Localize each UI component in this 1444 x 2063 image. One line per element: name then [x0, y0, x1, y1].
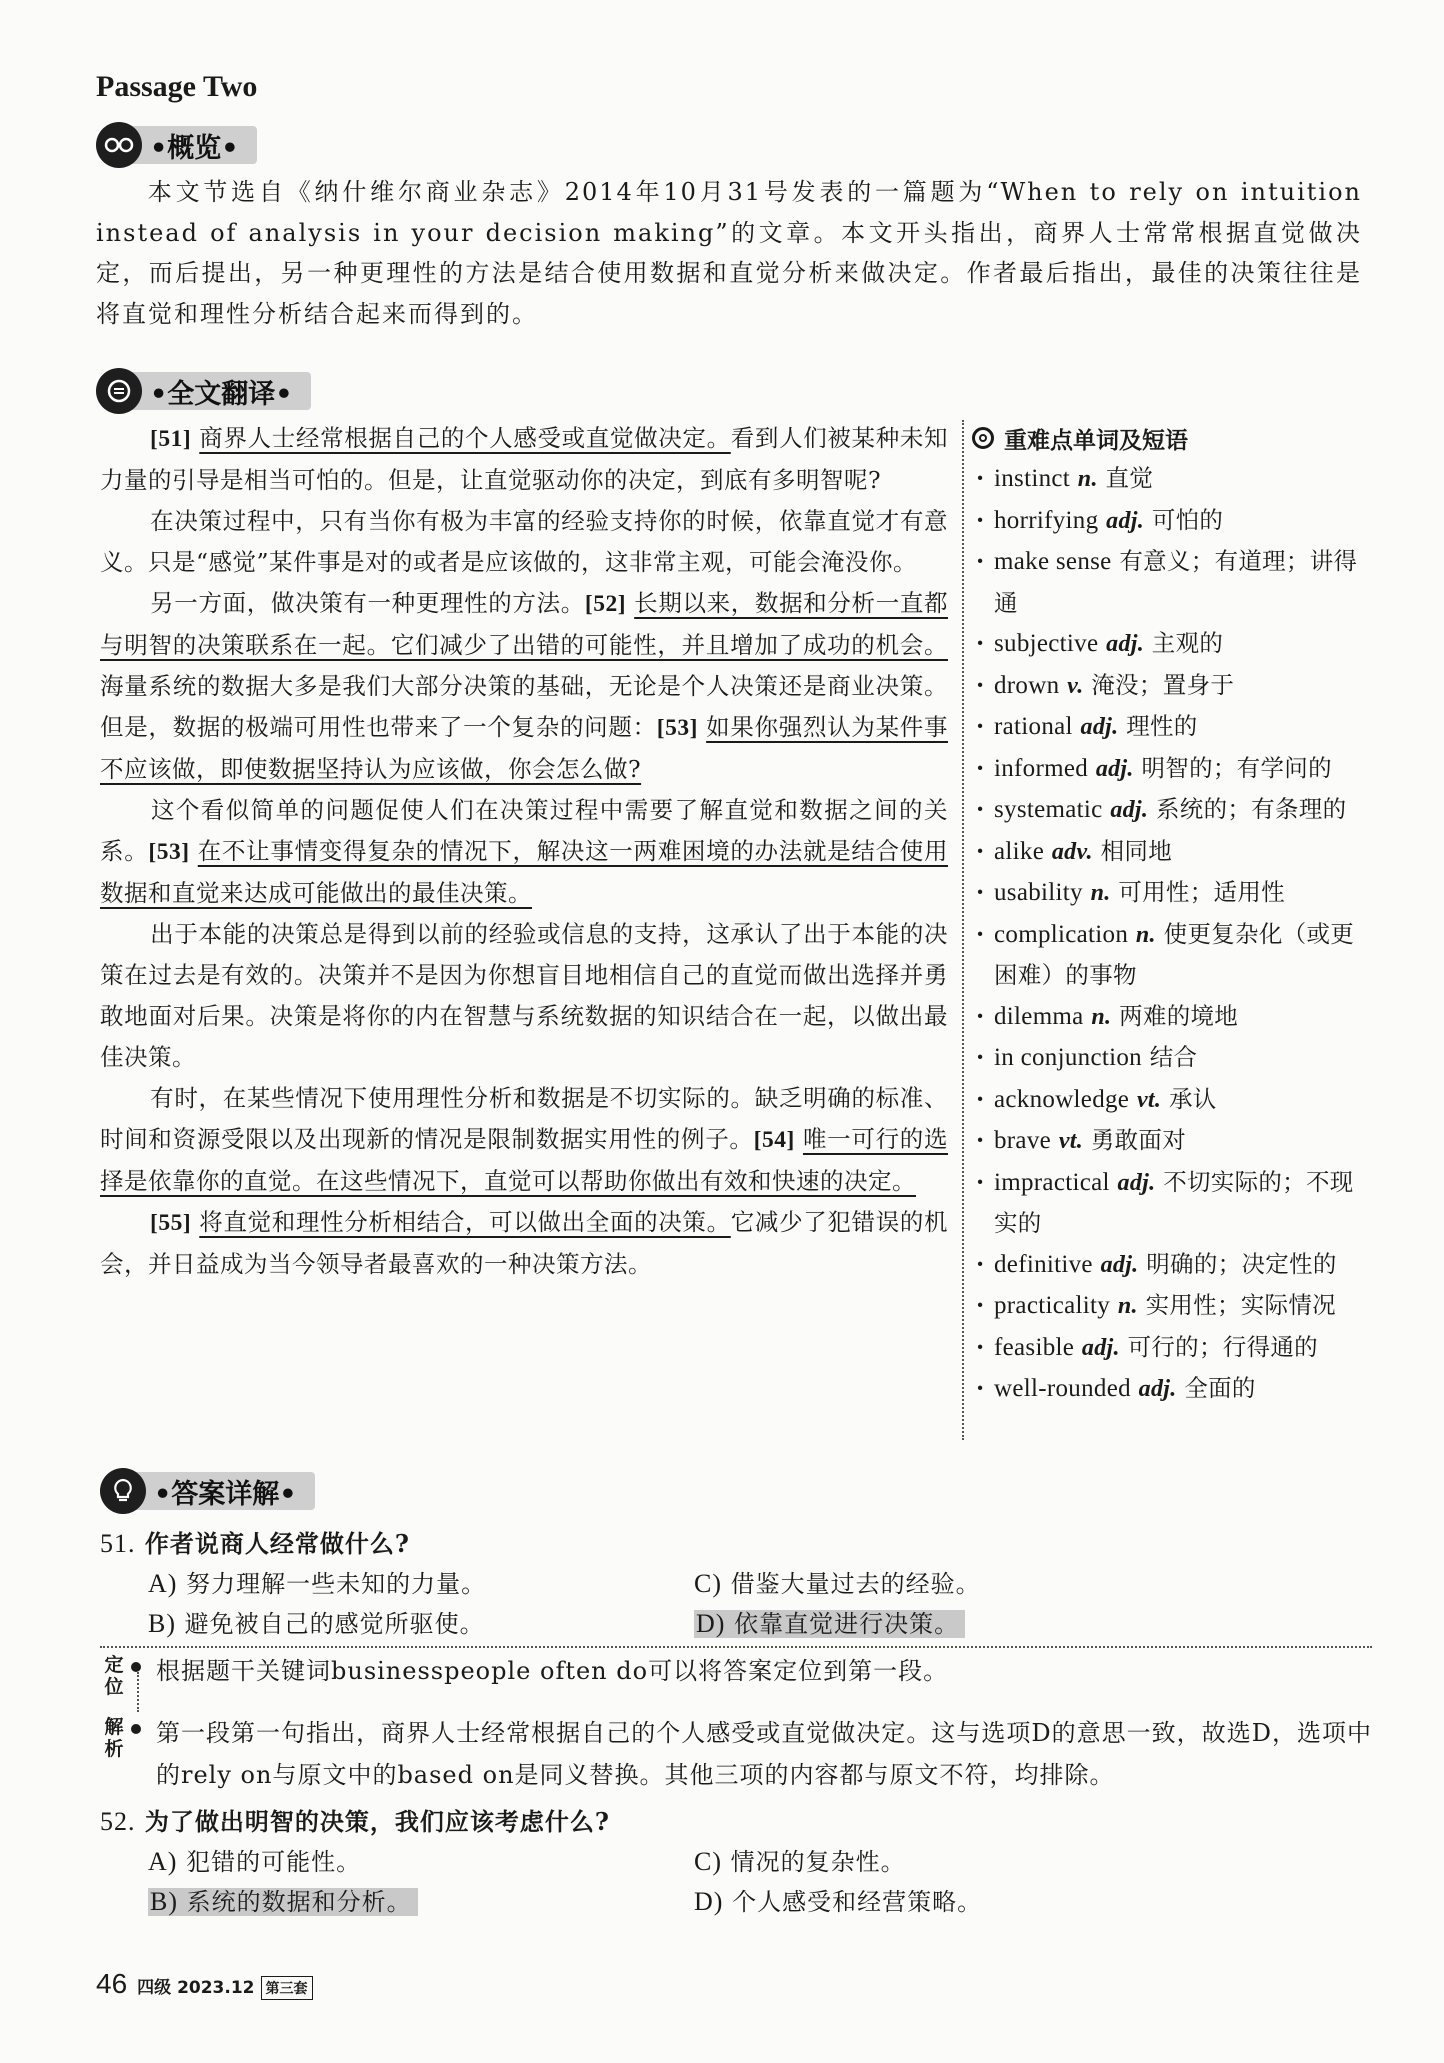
vocab-item — [972, 500, 1372, 542]
translation-p1-rest: 看到人们被某种未知力量的引导是相当可怕的。但是，让直觉驱动你的决定，到底有多明智呢? — [100, 424, 949, 494]
analysis-dot — [131, 1724, 141, 1734]
q51-c-text: 借鉴大量过去的经验。 — [730, 1570, 981, 1598]
vocab-pos: adj. — [1095, 755, 1134, 782]
vocab-meaning: 相同地 — [1100, 836, 1173, 865]
vocab-word: rational — [994, 713, 1073, 740]
vocab-item — [972, 665, 1372, 707]
key-sentence-55: 将直觉和理性分析相结合，可以做出全面的决策。 — [199, 1208, 731, 1236]
vocab-heading — [972, 418, 1372, 458]
vocab-meaning: 全面的 — [1184, 1374, 1256, 1402]
key-sentence-53: 如果你强烈认为某件事不应该做，即使数据坚持认为应该做，你会怎么做? — [100, 713, 948, 783]
question-52 — [100, 1802, 610, 1842]
question-51 — [100, 1524, 410, 1564]
vocab-meaning: 两难的境地 — [1119, 1001, 1239, 1030]
vocab-item — [972, 1327, 1372, 1369]
vocab-word: definitive — [994, 1250, 1093, 1278]
vocab-item — [972, 996, 1372, 1038]
translation-paragraph-4 — [100, 790, 948, 914]
vocab-word: acknowledge — [994, 1085, 1130, 1113]
translation-p2-text: 在决策过程中，只有当你有极为丰富的经验支持你的时候，依靠直觉才有意义。只是“感觉”某件事是对的或者是应该做的，这非常主观，可能会淹没你。 — [100, 507, 948, 576]
vocab-meaning: 不切实际的；不现实的 — [994, 1167, 1354, 1237]
q52-option-c — [694, 1842, 906, 1882]
translation-paragraph-1 — [100, 418, 948, 501]
vocab-pos: n. — [1117, 1293, 1138, 1319]
q55-marker: [55] — [150, 1210, 192, 1236]
vocab-meaning: 主观的 — [1151, 629, 1224, 657]
answers-heading-label: •答案详解• — [136, 1472, 315, 1510]
vocab-pos: adj. — [1110, 797, 1149, 823]
translation-paragraph-5 — [100, 914, 948, 1078]
vocab-meaning: 可怕的 — [1151, 505, 1224, 534]
vocab-meaning: 实用性；实际情况 — [1145, 1291, 1336, 1319]
q51-analysis-text: 第一段第一句指出，商界人士经常根据自己的个人感受或直觉做决定。这与选项D的意思一致，故选D，选项中的rely on与原文中的based on是同义替换。其他三项的内容都与原文不符，均排除。 — [156, 1719, 1372, 1789]
translation-p7-rest: 它减少了犯错误的机会，并日益成为当今领导者最喜欢的一种决策方法。 — [100, 1208, 949, 1278]
vocab-pos: adj. — [1117, 1169, 1156, 1196]
vocab-meaning: 使更复杂化（或更困难）的事物 — [994, 919, 1355, 989]
vocab-pos: vt. — [1136, 1086, 1162, 1113]
translation-paragraph-3 — [100, 583, 948, 790]
vocab-pos: adj. — [1106, 631, 1145, 657]
vocab-item — [972, 1368, 1372, 1410]
q52-a-letter: A) — [148, 1847, 178, 1876]
page-footer — [96, 1968, 313, 2000]
vocab-word: brave — [994, 1127, 1052, 1154]
translation-heading-label: •全文翻译• — [132, 372, 311, 410]
vocab-pos: adj. — [1100, 1251, 1139, 1278]
passage-title: Passage Two — [96, 70, 258, 103]
vocab-word: systematic — [994, 796, 1103, 823]
locate-dot — [131, 1662, 141, 1672]
q51-marker: [51] — [150, 426, 192, 452]
translation-heading — [96, 368, 311, 414]
q52-option-a — [148, 1842, 361, 1882]
vocab-pos: n. — [1090, 880, 1111, 906]
vocab-meaning: 结合 — [1149, 1043, 1198, 1071]
vocab-pos: adj. — [1080, 714, 1119, 740]
translation-p6-pre: 有时，在某些情况下使用理性分析和数据是不切实际的。缺乏明确的标准、时间和资源受限以及出现新的情况是限制数据实用性的例子。 — [100, 1084, 948, 1153]
key-sentence-53b: 在不让事情变得复杂的情况下，解决这一两难困境的办法就是结合使用数据和直觉来达成可能做出的最佳决策。 — [100, 837, 949, 907]
vocab-word: make sense — [994, 548, 1112, 575]
q51-stem: 作者说商人经常做什么? — [144, 1529, 410, 1558]
q51-option-b — [148, 1604, 485, 1644]
glasses-icon — [96, 122, 142, 168]
q51-d-letter: D) — [696, 1609, 726, 1638]
translation-p5-text: 出于本能的决策总是得到以前的经验或信息的支持，这承认了出于本能的决策在过去是有效的。决策并不是因为你想盲目地相信自己的直觉而做出选择并勇敢地面对后果。决策是将你的内在智慧与系统数据的知识结合在一起，以做出最佳决策。 — [100, 920, 948, 1071]
translation-p6-mid: 在这些情况下， — [316, 1167, 484, 1195]
vocab-word: informed — [994, 754, 1089, 782]
q51-locate-text: 根据题干关键词businesspeople often do可以将答案定位到第一段。 — [156, 1657, 949, 1685]
vocab-item — [972, 1285, 1372, 1327]
q51-a-text: 努力理解一些未知的力量。 — [186, 1570, 487, 1598]
key-sentence-54a: 唯一可行的选择是依靠你的直觉。 — [100, 1125, 949, 1195]
q51-number: 51. — [100, 1529, 136, 1558]
vocab-item — [972, 1079, 1372, 1121]
vocab-word: horrifying — [994, 506, 1099, 534]
q54-marker: [54] — [753, 1127, 795, 1153]
q52-stem: 为了做出明智的决策，我们应该考虑什么? — [144, 1807, 610, 1836]
q51-b-letter: B) — [148, 1609, 176, 1638]
translation-p3-mid: 海量系统的数据大多是我们大部分决策的基础，无论是个人决策还是商业决策。但是，数据的极端可用性也带来了一个复杂的问题： — [100, 672, 948, 741]
document-icon — [96, 368, 142, 414]
target-icon — [972, 427, 994, 449]
vocab-word: usability — [994, 879, 1083, 906]
analysis-tag: 解析 — [104, 1716, 124, 1760]
q52-option-b — [148, 1882, 418, 1922]
vocab-item — [972, 1037, 1372, 1079]
vocab-word: complication — [994, 920, 1129, 948]
q52-number: 52. — [100, 1807, 136, 1836]
locate-line — [137, 1672, 139, 1712]
q51-option-a — [148, 1564, 486, 1604]
vocab-meaning: 可行的；行得通的 — [1127, 1332, 1318, 1361]
vocab-word: in conjunction — [994, 1044, 1142, 1071]
q52-d-text: 个人感受和经营策略。 — [732, 1888, 983, 1916]
vocab-pos: adj. — [1081, 1334, 1120, 1361]
q52-marker: [52] — [584, 591, 627, 617]
vocab-pos: n. — [1077, 466, 1098, 492]
locate-tag: 定位 — [104, 1654, 124, 1698]
q52-option-d — [694, 1882, 982, 1922]
q51-option-c — [694, 1564, 981, 1604]
overview-heading — [96, 122, 257, 168]
answer-divider — [100, 1646, 1372, 1648]
vocab-item — [972, 541, 1372, 623]
vocab-word: subjective — [994, 630, 1099, 657]
column-divider — [962, 420, 964, 1440]
vocab-meaning: 明确的；决定性的 — [1146, 1249, 1337, 1278]
vocab-item — [972, 789, 1372, 831]
vocab-pos: n. — [1135, 921, 1156, 948]
vocab-item — [972, 1162, 1372, 1244]
vocab-pos: adj. — [1106, 507, 1145, 534]
footer-info: 四级 2023.12 — [137, 1978, 255, 1998]
translation-paragraph-7 — [100, 1202, 948, 1285]
overview-text-content: 本文节选自《纳什维尔商业杂志》2014年10月31号发表的一篇题为“When to rely on intuition instead of analysis in your decision making”的文章。本文开头指出，商界人士常常根据直觉做决定，而后提出，另一种更理性的方法是结合使用数据和直觉分析来做决定。作者最后指出，最佳的决策往往是将直觉和理性分析结合起来而得到的。 — [96, 178, 1362, 328]
q52-a-text: 犯错的可能性。 — [186, 1848, 362, 1876]
q51-d-text: 依靠直觉进行决策。 — [734, 1610, 960, 1638]
translation-p4-pre: 这个看似简单的问题促使人们在决策过程中需要了解直觉和数据之间的关系。 — [100, 796, 948, 865]
q51-b-text: 避免被自己的感觉所驱使。 — [184, 1610, 485, 1638]
vocab-item — [972, 831, 1372, 873]
translation-body — [100, 418, 948, 1285]
vocab-word: impractical — [994, 1168, 1110, 1196]
vocab-meaning: 承认 — [1168, 1084, 1217, 1113]
q53b-marker: [53] — [148, 839, 190, 865]
overview-text — [96, 172, 1362, 334]
q52-c-text: 情况的复杂性。 — [730, 1848, 906, 1876]
vocab-pos: adv. — [1051, 838, 1093, 865]
vocab-word: well-rounded — [994, 1375, 1131, 1402]
vocab-word: alike — [994, 837, 1045, 865]
vocab-meaning: 系统的；有条理的 — [1155, 795, 1347, 823]
overview-heading-label: •概览• — [132, 126, 257, 164]
vocab-heading-label: 重难点单词及短语 — [1004, 427, 1188, 454]
vocab-item — [972, 458, 1372, 500]
vocab-meaning: 理性的 — [1126, 712, 1198, 740]
key-sentence-54b: 直觉可以帮助你做出有效和快速的决定。 — [484, 1167, 916, 1195]
vocab-word: feasible — [994, 1333, 1075, 1361]
vocab-item — [972, 1120, 1372, 1162]
vocab-pos: n. — [1091, 1003, 1112, 1030]
vocab-pos: v. — [1067, 672, 1084, 699]
q51-c-letter: C) — [694, 1569, 722, 1598]
vocab-word: practicality — [994, 1292, 1111, 1319]
vocab-pos: vt. — [1058, 1128, 1084, 1154]
translation-p3-pre: 另一方面，做决策有一种更理性的方法。 — [150, 589, 585, 617]
vocab-panel — [972, 418, 1372, 1410]
q51-option-d — [694, 1604, 965, 1644]
key-sentence-52: 长期以来，数据和分析一直都与明智的决策联系在一起。它们减少了出错的可能性，并且增加了成功的机会。 — [100, 589, 948, 659]
q53-marker: [53] — [656, 715, 698, 741]
vocab-meaning: 有意义；有道理；讲得通 — [994, 547, 1358, 617]
key-sentence-51: 商界人士经常根据自己的个人感受或直觉做决定。 — [199, 424, 731, 452]
vocab-pos: adj. — [1138, 1376, 1177, 1402]
vocab-item — [972, 1244, 1372, 1286]
vocab-item — [972, 872, 1372, 914]
q52-c-letter: C) — [694, 1847, 722, 1876]
answers-heading — [100, 1468, 315, 1514]
q51-a-letter: A) — [148, 1569, 178, 1598]
vocab-item — [972, 914, 1372, 996]
q52-b-letter: B) — [150, 1887, 178, 1916]
vocab-word: instinct — [994, 465, 1071, 492]
vocab-item — [972, 748, 1372, 790]
q52-d-letter: D) — [694, 1887, 724, 1916]
vocab-meaning: 淹没；置身于 — [1091, 670, 1235, 699]
lightbulb-icon — [100, 1468, 146, 1514]
vocab-meaning: 勇敢面对 — [1090, 1126, 1187, 1154]
translation-paragraph-6 — [100, 1078, 948, 1202]
page-number: 46 — [96, 1968, 128, 1999]
vocab-word: drown — [994, 671, 1060, 699]
vocab-meaning: 直觉 — [1105, 464, 1154, 492]
vocab-list — [972, 458, 1372, 1410]
footer-set-box: 第三套 — [261, 1976, 313, 2000]
q52-b-text: 系统的数据和分析。 — [186, 1888, 412, 1916]
vocab-word: dilemma — [994, 1002, 1084, 1030]
vocab-meaning: 可用性；适用性 — [1118, 878, 1285, 906]
vocab-item — [972, 623, 1372, 665]
translation-paragraph-2 — [100, 501, 948, 583]
vocab-item — [972, 706, 1372, 748]
vocab-meaning: 明智的；有学问的 — [1141, 753, 1332, 782]
